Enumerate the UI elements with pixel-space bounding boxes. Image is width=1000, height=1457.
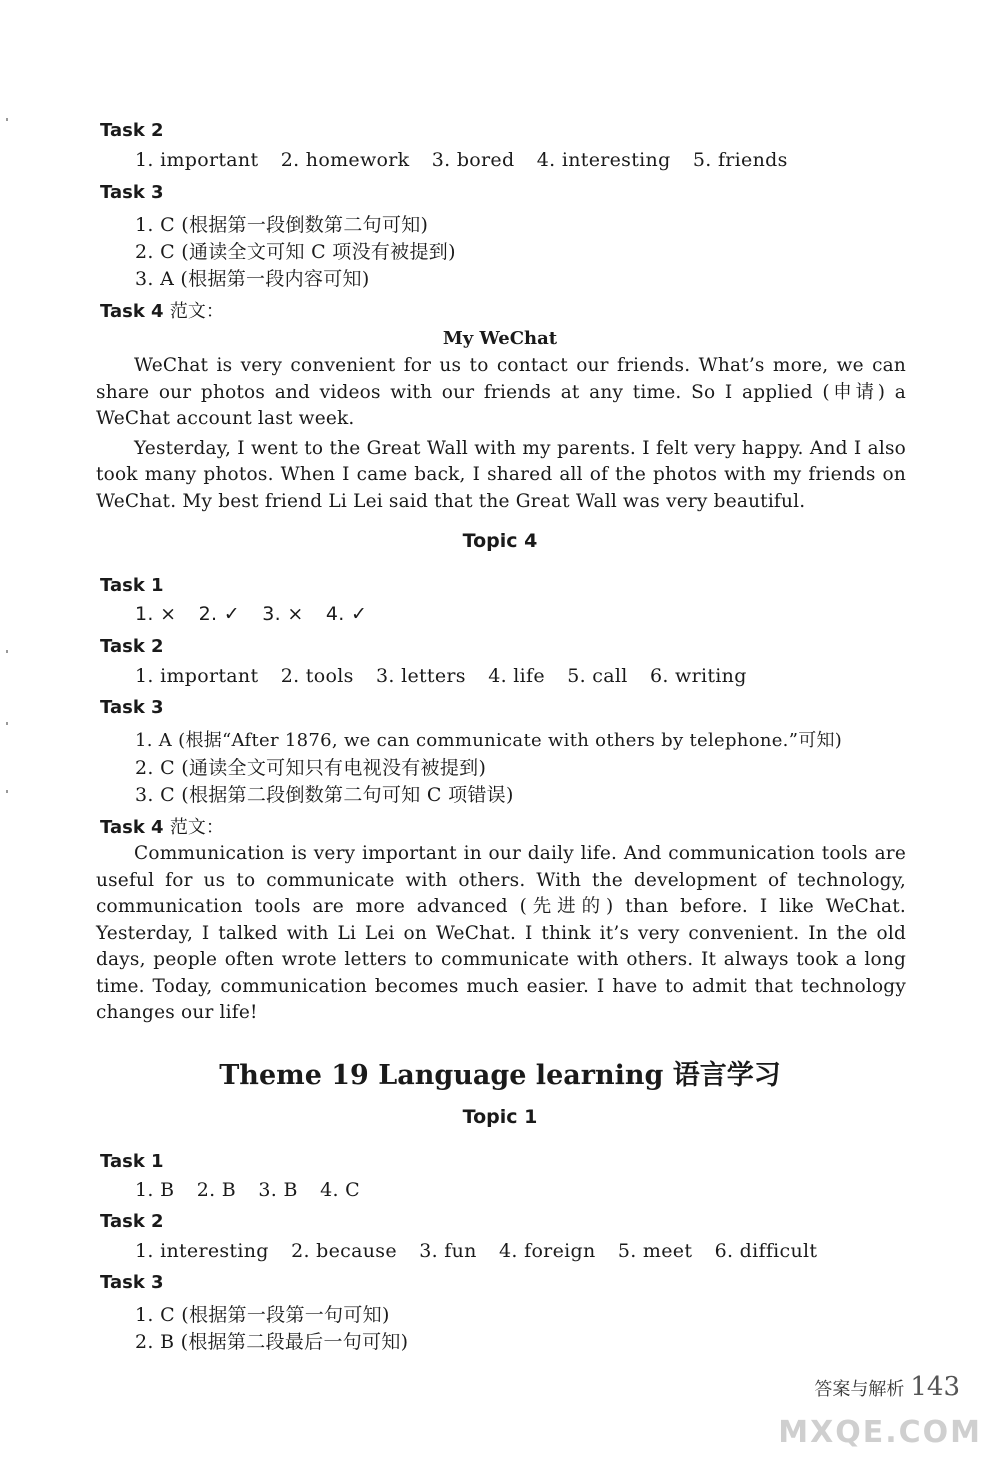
answer-item: 1. B — [135, 1179, 175, 1201]
answer-row — [135, 665, 763, 687]
task-heading: Task 3 — [100, 182, 164, 203]
answer-item: 4. C — [320, 1179, 360, 1201]
answer-item: 1. × — [135, 603, 177, 625]
scan-mark — [6, 650, 8, 653]
answer-line: 1. C (根据第一段倒数第二句可知) — [135, 214, 429, 236]
page-footer — [814, 1372, 960, 1402]
answer-item: 4. foreign — [499, 1240, 596, 1262]
essay-body — [96, 841, 906, 1027]
task-heading: Task 3 — [100, 1272, 164, 1293]
essay-paragraph: Yesterday, I went to the Great Wall with my parents. I felt very happy. And I also took many photos. When I came back, I shared all of the photos with my friends on WeChat. My best friend Li Lei said that the Great Wall was very beautiful. — [96, 437, 906, 512]
answer-item: 2. homework — [280, 149, 410, 171]
watermark-logo: MXQE.COM — [778, 1415, 982, 1450]
answer-item: 1. important — [135, 665, 259, 687]
answer-item: 6. writing — [649, 665, 747, 687]
answer-row — [135, 1179, 376, 1201]
task-heading: Task 2 — [100, 636, 164, 657]
topic-heading: Topic 1 — [462, 1106, 538, 1128]
answer-item: 5. call — [567, 665, 628, 687]
essay-body — [96, 353, 906, 515]
scan-mark — [6, 118, 8, 121]
essay-paragraph: Communication is very important in our daily life. And communication tools are useful for us to communicate with others. With the development of technology, communication tools are more advanced (先进的) than before. I like WeChat. Yesterday, I talked with Li Lei on WeChat. I think it’s very convenient. In the old days, people often wrote letters to communicate with others. It always took a long time. Today, communication becomes much easier. I have to admit that technology changes our life! — [96, 843, 906, 1023]
footer-label: 答案与解析 — [814, 1379, 905, 1400]
answer-item: 3. × — [262, 603, 304, 625]
page-number: 143 — [910, 1372, 960, 1402]
answer-item: 3. fun — [419, 1240, 477, 1262]
answer-item: 4. life — [488, 665, 545, 687]
task-suffix: 范文： — [169, 301, 224, 322]
task-heading: Task 2 — [100, 120, 164, 141]
task-heading: Task 3 — [100, 697, 164, 718]
answer-line: 1. A (根据“After 1876, we can communicate with others by telephone.”可知) — [135, 730, 843, 751]
answer-line: 3. C (根据第二段倒数第二句可知 C 项错误) — [135, 784, 514, 806]
task-heading: Task 1 — [100, 575, 164, 596]
essay-title: My WeChat — [442, 328, 558, 349]
topic-heading: Topic 4 — [462, 530, 538, 552]
answer-item: 2. ✓ — [198, 603, 240, 625]
answer-item: 4. ✓ — [325, 603, 368, 625]
answer-item: 3. bored — [431, 149, 515, 171]
answer-item: 5. meet — [617, 1240, 693, 1262]
answer-item: 1. interesting — [135, 1240, 269, 1262]
answer-item: 6. difficult — [714, 1240, 818, 1262]
answer-item: 3. letters — [376, 665, 466, 687]
scan-mark — [6, 790, 8, 793]
answer-row — [135, 1240, 833, 1262]
task-heading — [100, 297, 224, 323]
answer-item: 5. friends — [692, 149, 788, 171]
answer-line: 2. B (根据第二段最后一句可知) — [135, 1331, 409, 1353]
answer-line: 1. C (根据第一段第一句可知) — [135, 1304, 390, 1326]
answer-line: 2. C (通读全文可知 C 项没有被提到) — [135, 241, 456, 263]
answer-line: 3. A (根据第一段内容可知) — [135, 268, 370, 290]
answer-line: 2. C (通读全文可知只有电视没有被提到) — [135, 757, 487, 779]
answer-item: 2. because — [291, 1240, 397, 1262]
scan-mark — [6, 722, 8, 725]
task-label: Task 4 — [100, 817, 164, 838]
task-heading: Task 1 — [100, 1151, 164, 1172]
task-heading: Task 2 — [100, 1211, 164, 1232]
answer-row — [135, 149, 804, 171]
task-suffix: 范文： — [169, 817, 224, 838]
essay-paragraph: WeChat is very convenient for us to contact our friends. What’s more, we can share our photos and videos with our friends at any time. So I applied (申请) a WeChat account last week. — [96, 355, 906, 429]
answer-item: 2. tools — [280, 665, 354, 687]
answer-item: 4. interesting — [536, 149, 671, 171]
answer-item: 3. B — [258, 1179, 298, 1201]
theme-title: Theme 19 Language learning 语言学习 — [219, 1060, 781, 1091]
task-label: Task 4 — [100, 301, 164, 322]
answer-item: 2. B — [196, 1179, 237, 1201]
answer-row — [135, 603, 383, 625]
task-heading — [100, 813, 224, 839]
answer-item: 1. important — [135, 149, 259, 171]
